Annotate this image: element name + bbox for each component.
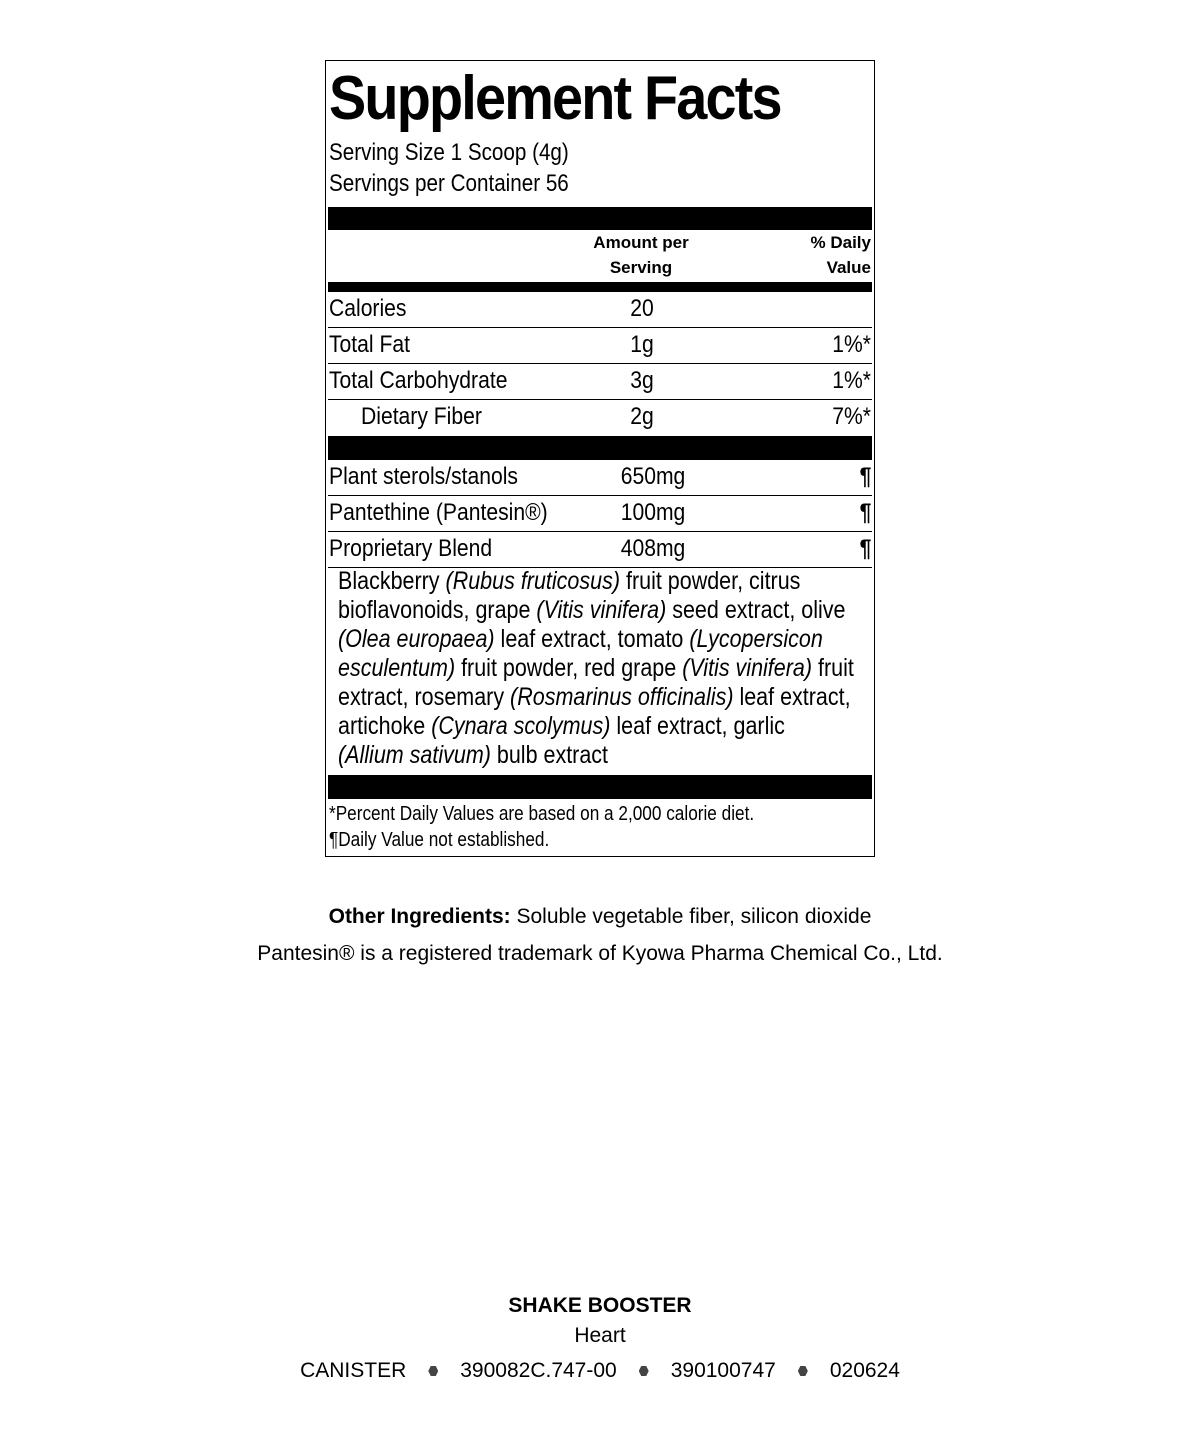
nutrient-row-calories: Calories 20: [328, 292, 872, 328]
blend-text: seed extract, olive: [666, 596, 846, 624]
code-sku: 390100747: [670, 1359, 776, 1382]
botanical-name: (Olea europaea): [338, 625, 495, 653]
facts-title: Supplement Facts: [329, 64, 781, 133]
code-item-number: 390082C.747-00: [460, 1359, 617, 1382]
other-ingredients-label: Other Ingredients:: [328, 905, 511, 928]
thick-divider: [328, 436, 872, 460]
code-container-type: CANISTER: [300, 1359, 407, 1382]
blend-text: fruit powder, citrus bioflavonoids, grape: [338, 567, 801, 624]
footnote-not-established: ¶Daily Value not established.: [329, 829, 550, 851]
nutrient-row-total-carbohydrate: Total Carbohydrate 3g 1%*: [328, 364, 872, 400]
botanical-name: (Lycopersicon esculentum): [338, 625, 823, 682]
botanical-name: (Vitis vinifera): [536, 596, 667, 624]
servings-per-container: Servings per Container 56: [329, 170, 569, 197]
botanical-name: (Rubus fruticosus): [445, 567, 620, 595]
botanical-name: (Cynara scolymus): [431, 712, 611, 740]
nutrient-row-total-fat: Total Fat 1g 1%*: [328, 328, 872, 364]
thick-divider: [328, 207, 872, 230]
other-ingredients-text: Soluble vegetable fiber, silicon dioxide: [510, 905, 872, 928]
daily-value-header: % Daily Value: [810, 233, 871, 277]
blend-text: leaf extract, tomato: [494, 625, 690, 653]
botanical-name: (Rosmarinus officinalis): [510, 683, 734, 711]
blend-text: Blackberry: [338, 567, 446, 595]
serving-size: Serving Size 1 Scoop (4g): [329, 139, 569, 166]
product-codes: [0, 1359, 1200, 1383]
hexagon-bullet-icon: [639, 1366, 649, 1376]
hexagon-bullet-icon: [428, 1366, 438, 1376]
hexagon-bullet-icon: [798, 1366, 808, 1376]
blend-text: fruit extract, rosemary: [338, 654, 854, 711]
blend-text: leaf extract, garlic: [610, 712, 785, 740]
ingredient-row-pantethine: Pantethine (Pantesin®) 100mg ¶: [328, 496, 872, 532]
proprietary-blend-ingredients: [338, 567, 854, 770]
other-ingredients: [0, 905, 1200, 929]
blend-text: bulb extract: [490, 741, 609, 769]
amount-header: Amount per Serving: [593, 233, 689, 277]
ingredient-row-plant-sterols: Plant sterols/stanols 650mg ¶: [328, 460, 872, 496]
botanical-name: (Vitis vinifera): [682, 654, 813, 682]
supplement-facts-panel: [325, 60, 875, 857]
ingredient-row-proprietary-blend: Proprietary Blend 408mg ¶: [328, 532, 872, 568]
medium-divider: [328, 282, 872, 292]
trademark-notice: Pantesin® is a registered trademark of Kyowa Pharma Chemical Co., Ltd.: [257, 942, 943, 965]
thick-divider: [328, 775, 872, 799]
blend-text: fruit powder, red grape: [455, 654, 683, 682]
product-name: SHAKE BOOSTER: [508, 1294, 692, 1317]
product-line: Heart: [574, 1324, 626, 1347]
footnote-daily-values: *Percent Daily Values are based on a 2,000 calorie diet.: [329, 803, 755, 825]
nutrient-row-dietary-fiber: Dietary Fiber 2g 7%*: [361, 403, 871, 430]
botanical-name: (Allium sativum): [338, 741, 491, 769]
blend-text: leaf extract, artichoke: [338, 683, 851, 740]
code-date: 020624: [829, 1359, 900, 1382]
